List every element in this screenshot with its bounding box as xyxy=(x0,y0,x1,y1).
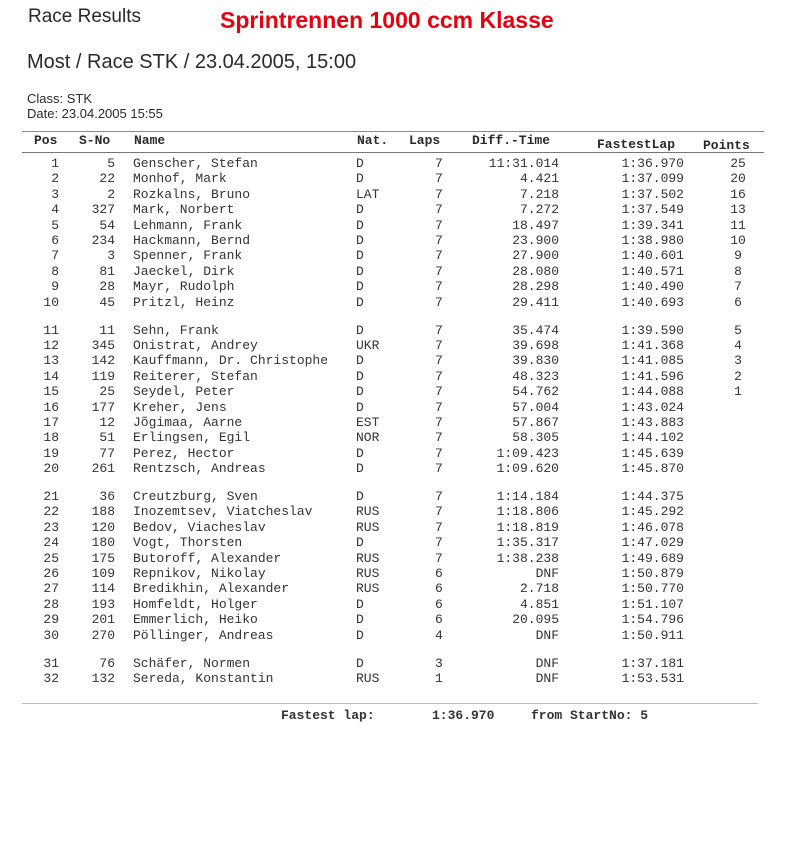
row-laps: 6 xyxy=(435,581,443,597)
row-laps: 7 xyxy=(435,445,443,461)
table-row xyxy=(0,612,800,627)
row-position: 9 xyxy=(51,279,59,295)
row-nationality: RUS xyxy=(356,519,380,535)
row-laps: 7 xyxy=(435,337,443,353)
column-header-fastest-lap: FastestLap xyxy=(597,137,676,152)
row-rider-name: Reiterer, Stefan xyxy=(133,368,258,384)
row-rider-name: Inozemtsev, Viatcheslav xyxy=(133,504,313,520)
row-rider-name: Erlingsen, Egil xyxy=(133,430,251,446)
row-position: 21 xyxy=(43,489,59,504)
table-row xyxy=(0,535,800,550)
row-nationality: RUS xyxy=(356,670,380,686)
class-line: Class: STK xyxy=(27,91,93,106)
row-nationality: NOR xyxy=(356,430,380,446)
row-start-number: 3 xyxy=(107,248,115,264)
row-rider-name: Onistrat, Andrey xyxy=(133,337,258,353)
table-row xyxy=(0,218,800,233)
row-start-number: 177 xyxy=(91,399,115,415)
row-rider-name: Rozkalns, Bruno xyxy=(133,186,251,202)
table-row xyxy=(0,171,800,186)
table-row xyxy=(0,353,800,368)
row-fastest-lap: 1:53.531 xyxy=(621,670,684,686)
row-laps: 7 xyxy=(435,535,443,551)
row-rider-name: Repnikov, Nikolay xyxy=(133,566,266,581)
table-row xyxy=(0,415,800,430)
row-position: 19 xyxy=(43,445,59,461)
row-fastest-lap: 1:40.571 xyxy=(621,263,684,279)
row-start-number: 175 xyxy=(91,550,115,566)
row-rider-name: Jõgimaa, Aarne xyxy=(133,414,243,430)
row-points: 4 xyxy=(734,337,742,353)
row-start-number: 77 xyxy=(99,445,115,461)
row-rider-name: Bedov, Viacheslav xyxy=(133,519,266,535)
race-subtitle: Most / Race STK / 23.04.2005, 15:00 xyxy=(27,51,357,73)
row-rider-name: Seydel, Peter xyxy=(133,384,235,400)
row-nationality: D xyxy=(356,217,364,233)
fastest-lap-start-number: from StartNo: 5 xyxy=(531,708,649,723)
row-diff-time: 28.080 xyxy=(512,263,559,279)
row-rider-name: Rentzsch, Andreas xyxy=(133,461,266,477)
row-laps: 7 xyxy=(435,504,443,520)
row-diff-time: 54.762 xyxy=(512,384,559,400)
row-rider-name: Perez, Hector xyxy=(133,445,235,461)
row-diff-time: 11:31.014 xyxy=(488,156,559,171)
row-nationality: RUS xyxy=(356,581,380,597)
row-start-number: 193 xyxy=(91,596,115,612)
table-row xyxy=(0,202,800,217)
row-nationality: D xyxy=(356,294,364,310)
row-position: 14 xyxy=(43,368,59,384)
row-laps: 7 xyxy=(435,353,443,369)
row-laps: 7 xyxy=(435,217,443,233)
table-row xyxy=(0,430,800,445)
row-fastest-lap: 1:45.870 xyxy=(621,461,684,477)
row-laps: 7 xyxy=(435,322,443,338)
row-fastest-lap: 1:45.639 xyxy=(621,445,684,461)
row-nationality: D xyxy=(356,171,364,187)
row-nationality: EST xyxy=(356,414,380,430)
row-diff-time: 48.323 xyxy=(512,368,559,384)
row-position: 8 xyxy=(51,263,59,279)
table-row xyxy=(0,369,800,384)
row-nationality: RUS xyxy=(356,550,380,566)
table-row xyxy=(0,628,800,643)
table-row xyxy=(0,446,800,461)
row-rider-name: Pritzl, Heinz xyxy=(133,294,235,310)
column-header-name: Name xyxy=(134,133,166,148)
row-diff-time: 7.218 xyxy=(519,186,559,202)
row-points: 7 xyxy=(734,279,742,295)
fastest-lap-label: Fastest lap: xyxy=(281,708,375,723)
row-start-number: 327 xyxy=(91,202,115,218)
row-fastest-lap: 1:46.078 xyxy=(621,519,684,535)
row-diff-time: 1:18.819 xyxy=(496,519,559,535)
column-header-laps: Laps xyxy=(409,133,441,148)
row-fastest-lap: 1:49.689 xyxy=(621,550,684,566)
row-laps: 4 xyxy=(435,627,443,643)
row-position: 24 xyxy=(43,535,59,551)
row-start-number: 25 xyxy=(99,384,115,400)
row-start-number: 11 xyxy=(99,322,115,338)
row-rider-name: Jaeckel, Dirk xyxy=(133,263,235,279)
table-row xyxy=(0,597,800,612)
row-diff-time: 1:14.184 xyxy=(496,489,559,504)
table-row xyxy=(0,566,800,581)
row-start-number: 270 xyxy=(91,627,115,643)
row-points: 11 xyxy=(730,217,746,233)
row-position: 7 xyxy=(51,248,59,264)
row-start-number: 54 xyxy=(99,217,115,233)
row-points: 3 xyxy=(734,353,742,369)
row-laps: 7 xyxy=(435,550,443,566)
row-position: 3 xyxy=(51,186,59,202)
row-position: 10 xyxy=(43,294,59,310)
table-row xyxy=(0,187,800,202)
row-nationality: D xyxy=(356,489,364,504)
row-laps: 1 xyxy=(435,670,443,686)
row-diff-time: 57.867 xyxy=(512,414,559,430)
row-fastest-lap: 1:41.596 xyxy=(621,368,684,384)
row-laps: 7 xyxy=(435,294,443,310)
row-start-number: 2 xyxy=(107,186,115,202)
row-rider-name: Mayr, Rudolph xyxy=(133,279,235,295)
column-header-start-number: S-No xyxy=(79,133,111,148)
row-laps: 7 xyxy=(435,263,443,279)
table-row xyxy=(0,671,800,686)
table-row xyxy=(0,504,800,519)
row-position: 4 xyxy=(51,202,59,218)
row-fastest-lap: 1:40.490 xyxy=(621,279,684,295)
row-rider-name: Genscher, Stefan xyxy=(133,156,258,171)
table-row xyxy=(0,295,800,310)
row-diff-time: 20.095 xyxy=(512,612,559,628)
row-laps: 6 xyxy=(435,596,443,612)
row-points: 16 xyxy=(730,186,746,202)
row-rider-name: Bredikhin, Alexander xyxy=(133,581,290,597)
row-diff-time: 35.474 xyxy=(512,322,559,338)
row-start-number: 28 xyxy=(99,279,115,295)
row-rider-name: Butoroff, Alexander xyxy=(133,550,282,566)
row-fastest-lap: 1:39.590 xyxy=(621,322,684,338)
row-fastest-lap: 1:44.088 xyxy=(621,384,684,400)
row-start-number: 142 xyxy=(91,353,115,369)
row-laps: 6 xyxy=(435,566,443,581)
row-start-number: 119 xyxy=(91,368,115,384)
column-header-diff-time: Diff.-Time xyxy=(472,133,551,148)
table-bottom-divider xyxy=(22,703,758,704)
row-fastest-lap: 1:41.085 xyxy=(621,353,684,369)
row-laps: 7 xyxy=(435,248,443,264)
row-position: 16 xyxy=(43,399,59,415)
row-points: 5 xyxy=(734,322,742,338)
row-nationality: D xyxy=(356,445,364,461)
table-row xyxy=(0,384,800,399)
row-start-number: 201 xyxy=(91,612,115,628)
row-position: 31 xyxy=(43,655,59,671)
row-diff-time: 1:38.238 xyxy=(496,550,559,566)
table-row xyxy=(0,323,800,338)
row-points: 20 xyxy=(730,171,746,187)
row-position: 6 xyxy=(51,233,59,248)
row-nationality: D xyxy=(356,535,364,551)
row-rider-name: Homfeldt, Holger xyxy=(133,596,258,612)
row-diff-time: 7.272 xyxy=(519,202,559,218)
row-nationality: RUS xyxy=(356,504,380,520)
table-row xyxy=(0,656,800,671)
row-points: 6 xyxy=(734,294,742,310)
row-start-number: 188 xyxy=(91,504,115,520)
race-class-title: Sprintrennen 1000 ccm Klasse xyxy=(220,7,554,33)
row-fastest-lap: 1:40.693 xyxy=(621,294,684,310)
row-start-number: 120 xyxy=(91,519,115,535)
row-fastest-lap: 1:38.980 xyxy=(621,233,684,248)
row-laps: 7 xyxy=(435,202,443,218)
row-fastest-lap: 1:37.549 xyxy=(621,202,684,218)
row-rider-name: Kauffmann, Dr. Christophe xyxy=(133,353,329,369)
row-fastest-lap: 1:51.107 xyxy=(621,596,684,612)
table-row xyxy=(0,248,800,263)
row-position: 13 xyxy=(43,353,59,369)
row-fastest-lap: 1:39.341 xyxy=(621,217,684,233)
row-rider-name: Monhof, Mark xyxy=(133,171,227,187)
row-fastest-lap: 1:36.970 xyxy=(621,156,684,171)
row-fastest-lap: 1:54.796 xyxy=(621,612,684,628)
row-nationality: D xyxy=(356,384,364,400)
row-nationality: D xyxy=(356,233,364,248)
row-position: 2 xyxy=(51,171,59,187)
row-rider-name: Lehmann, Frank xyxy=(133,217,243,233)
row-points: 10 xyxy=(730,233,746,248)
row-nationality: UKR xyxy=(356,337,380,353)
row-position: 5 xyxy=(51,217,59,233)
row-diff-time: DNF xyxy=(535,655,559,671)
row-position: 25 xyxy=(43,550,59,566)
row-nationality: D xyxy=(356,263,364,279)
table-row xyxy=(0,520,800,535)
row-position: 12 xyxy=(43,337,59,353)
row-start-number: 132 xyxy=(91,670,115,686)
row-nationality: D xyxy=(356,368,364,384)
row-laps: 7 xyxy=(435,233,443,248)
column-header-points: Points xyxy=(703,138,750,153)
row-diff-time: 4.421 xyxy=(519,171,559,187)
row-points: 9 xyxy=(734,248,742,264)
row-points: 13 xyxy=(730,202,746,218)
row-diff-time: 18.497 xyxy=(512,217,559,233)
row-diff-time: 39.698 xyxy=(512,337,559,353)
row-points: 1 xyxy=(734,384,742,400)
row-diff-time: DNF xyxy=(535,627,559,643)
row-nationality: D xyxy=(356,612,364,628)
row-fastest-lap: 1:50.911 xyxy=(621,627,684,643)
row-start-number: 12 xyxy=(99,414,115,430)
row-start-number: 45 xyxy=(99,294,115,310)
row-rider-name: Pöllinger, Andreas xyxy=(133,627,274,643)
row-laps: 7 xyxy=(435,414,443,430)
row-laps: 7 xyxy=(435,171,443,187)
row-laps: 7 xyxy=(435,461,443,477)
row-fastest-lap: 1:44.102 xyxy=(621,430,684,446)
table-row xyxy=(0,338,800,353)
row-start-number: 36 xyxy=(99,489,115,504)
row-fastest-lap: 1:50.879 xyxy=(621,566,684,581)
row-fastest-lap: 1:40.601 xyxy=(621,248,684,264)
row-fastest-lap: 1:43.883 xyxy=(621,414,684,430)
row-position: 20 xyxy=(43,461,59,477)
row-fastest-lap: 1:50.770 xyxy=(621,581,684,597)
row-nationality: RUS xyxy=(356,566,380,581)
row-diff-time: 1:18.806 xyxy=(496,504,559,520)
row-diff-time: DNF xyxy=(535,566,559,581)
fastest-lap-time: 1:36.970 xyxy=(432,708,495,723)
document-title: Race Results xyxy=(28,6,141,27)
row-start-number: 51 xyxy=(99,430,115,446)
row-nationality: D xyxy=(356,399,364,415)
row-diff-time: 57.004 xyxy=(512,399,559,415)
row-start-number: 22 xyxy=(99,171,115,187)
row-fastest-lap: 1:37.099 xyxy=(621,171,684,187)
column-header-nationality: Nat. xyxy=(357,133,389,148)
row-diff-time: 28.298 xyxy=(512,279,559,295)
table-row xyxy=(0,233,800,248)
row-rider-name: Vogt, Thorsten xyxy=(133,535,243,551)
row-laps: 7 xyxy=(435,489,443,504)
row-start-number: 114 xyxy=(91,581,115,597)
row-nationality: D xyxy=(356,202,364,218)
row-start-number: 180 xyxy=(91,535,115,551)
row-laps: 7 xyxy=(435,186,443,202)
row-start-number: 109 xyxy=(91,566,115,581)
row-laps: 7 xyxy=(435,519,443,535)
row-nationality: D xyxy=(356,596,364,612)
row-position: 27 xyxy=(43,581,59,597)
row-fastest-lap: 1:47.029 xyxy=(621,535,684,551)
table-row xyxy=(0,551,800,566)
row-diff-time: 23.900 xyxy=(512,233,559,248)
row-diff-time: 1:35.317 xyxy=(496,535,559,551)
row-position: 30 xyxy=(43,627,59,643)
row-laps: 7 xyxy=(435,399,443,415)
row-rider-name: Sereda, Konstantin xyxy=(133,670,274,686)
row-start-number: 76 xyxy=(99,655,115,671)
row-fastest-lap: 1:45.292 xyxy=(621,504,684,520)
row-start-number: 5 xyxy=(107,156,115,171)
row-position: 15 xyxy=(43,384,59,400)
row-points: 25 xyxy=(730,156,746,171)
row-nationality: D xyxy=(356,461,364,477)
row-diff-time: 4.851 xyxy=(519,596,559,612)
row-diff-time: 29.411 xyxy=(512,294,559,310)
row-fastest-lap: 1:44.375 xyxy=(621,489,684,504)
row-laps: 7 xyxy=(435,430,443,446)
row-position: 17 xyxy=(43,414,59,430)
row-nationality: D xyxy=(356,279,364,295)
table-row xyxy=(0,400,800,415)
row-laps: 7 xyxy=(435,368,443,384)
row-fastest-lap: 1:37.181 xyxy=(621,655,684,671)
row-laps: 3 xyxy=(435,655,443,671)
row-fastest-lap: 1:43.024 xyxy=(621,399,684,415)
table-row xyxy=(0,264,800,279)
row-position: 23 xyxy=(43,519,59,535)
row-nationality: D xyxy=(356,353,364,369)
row-position: 11 xyxy=(43,322,59,338)
table-row xyxy=(0,489,800,504)
row-fastest-lap: 1:37.502 xyxy=(621,186,684,202)
row-diff-time: 58.305 xyxy=(512,430,559,446)
row-start-number: 345 xyxy=(91,337,115,353)
row-diff-time: 27.900 xyxy=(512,248,559,264)
row-rider-name: Kreher, Jens xyxy=(133,399,227,415)
row-nationality: D xyxy=(356,627,364,643)
row-position: 26 xyxy=(43,566,59,581)
row-rider-name: Spenner, Frank xyxy=(133,248,243,264)
row-start-number: 261 xyxy=(91,461,115,477)
row-position: 1 xyxy=(51,156,59,171)
table-row xyxy=(0,581,800,596)
row-nationality: LAT xyxy=(356,186,380,202)
row-laps: 7 xyxy=(435,384,443,400)
row-rider-name: Mark, Norbert xyxy=(133,202,235,218)
row-rider-name: Hackmann, Bernd xyxy=(133,233,251,248)
row-rider-name: Sehn, Frank xyxy=(133,322,219,338)
row-position: 28 xyxy=(43,596,59,612)
row-laps: 6 xyxy=(435,612,443,628)
row-fastest-lap: 1:41.368 xyxy=(621,337,684,353)
row-nationality: D xyxy=(356,156,364,171)
row-rider-name: Schäfer, Normen xyxy=(133,655,251,671)
table-row xyxy=(0,461,800,476)
row-laps: 7 xyxy=(435,156,443,171)
row-laps: 7 xyxy=(435,279,443,295)
row-diff-time: 2.718 xyxy=(519,581,559,597)
column-header-pos: Pos xyxy=(34,133,58,148)
row-points: 2 xyxy=(734,368,742,384)
row-position: 32 xyxy=(43,670,59,686)
row-diff-time: 1:09.620 xyxy=(496,461,559,477)
row-position: 22 xyxy=(43,504,59,520)
table-row xyxy=(0,156,800,171)
row-points: 8 xyxy=(734,263,742,279)
row-nationality: D xyxy=(356,655,364,671)
table-row xyxy=(0,279,800,294)
row-position: 29 xyxy=(43,612,59,628)
row-nationality: D xyxy=(356,322,364,338)
row-rider-name: Emmerlich, Heiko xyxy=(133,612,258,628)
row-position: 18 xyxy=(43,430,59,446)
row-diff-time: 1:09.423 xyxy=(496,445,559,461)
row-diff-time: 39.830 xyxy=(512,353,559,369)
row-diff-time: DNF xyxy=(535,670,559,686)
row-start-number: 234 xyxy=(91,233,115,248)
row-nationality: D xyxy=(356,248,364,264)
date-line: Date: 23.04.2005 15:55 xyxy=(27,106,163,121)
row-rider-name: Creutzburg, Sven xyxy=(133,489,258,504)
row-start-number: 81 xyxy=(99,263,115,279)
